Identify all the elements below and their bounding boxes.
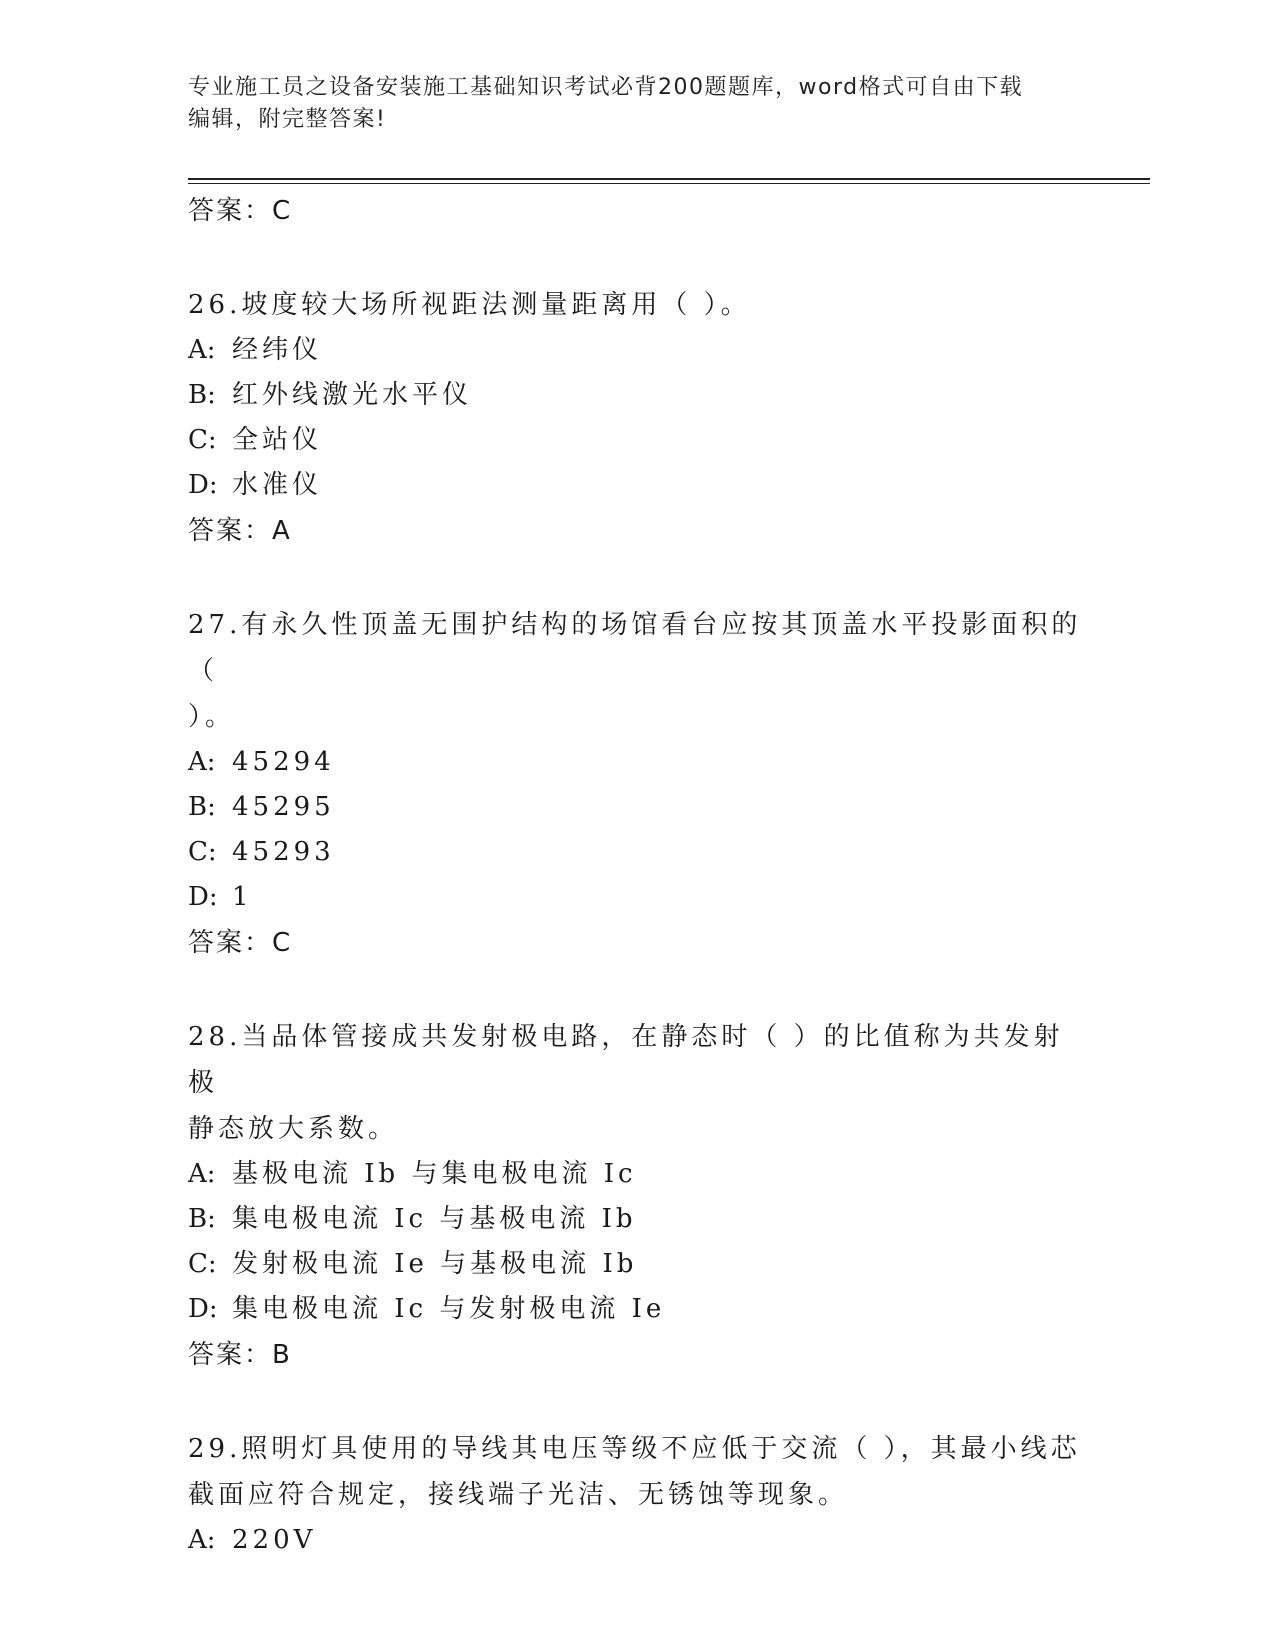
spacer xyxy=(188,1378,1088,1426)
question-block xyxy=(188,1014,1088,1378)
document-header xyxy=(188,72,1088,136)
option-item xyxy=(188,875,1088,920)
question-text: 截面应符合规定，接线端子光洁、无锈蚀等现象。 xyxy=(188,1480,849,1510)
option-letter: A: xyxy=(188,1525,216,1555)
option-item xyxy=(188,418,1088,463)
option-text: 基极电流 Ib 与集电极电流 Ic xyxy=(232,1159,637,1189)
option-item xyxy=(188,785,1088,830)
option-text: 集电极电流 Ic 与发射极电流 Ie xyxy=(232,1294,666,1324)
option-letter: A: xyxy=(188,747,216,777)
spacer xyxy=(188,966,1088,1014)
answer-line: 答案：B xyxy=(188,1340,292,1370)
answer-line: 答案：C xyxy=(188,928,293,958)
option-item xyxy=(188,1152,1088,1197)
spacer xyxy=(188,234,1088,282)
option-text: 45294 xyxy=(232,747,335,777)
option-item xyxy=(188,1197,1088,1242)
option-text: 集电极电流 Ic 与基极电流 Ib xyxy=(232,1204,637,1234)
option-letter: A: xyxy=(188,335,216,365)
option-item xyxy=(188,373,1088,418)
option-item xyxy=(188,1518,1088,1563)
question-block xyxy=(188,282,1088,554)
answer-line: 答案：A xyxy=(188,516,292,546)
header-line-1: 专业施工员之设备安装施工基础知识考试必背200题题库，word格式可自由下载 xyxy=(188,75,1024,100)
option-letter: D: xyxy=(188,882,218,912)
header-rule-thick xyxy=(188,178,1150,180)
question-text: 静态放大系数。 xyxy=(188,1114,399,1144)
option-letter: C: xyxy=(188,837,217,867)
option-letter: B: xyxy=(188,792,216,822)
option-text: 水准仪 xyxy=(232,470,323,500)
question-block xyxy=(188,602,1088,966)
option-item xyxy=(188,1242,1088,1287)
question-text: 28.当品体管接成共发射极电路，在静态时（ ）的比值称为共发射极 xyxy=(188,1022,1064,1098)
option-text: 全站仪 xyxy=(232,425,323,455)
question-text: 26.坡度较大场所视距法测量距离用（ ）。 xyxy=(188,290,751,320)
option-text: 发射极电流 Ie 与基极电流 Ib xyxy=(232,1249,638,1279)
option-letter: C: xyxy=(188,1249,217,1279)
question-text: 29.照明灯具使用的导线其电压等级不应低于交流（ ），其最小线芯 xyxy=(188,1434,1081,1464)
option-letter: D: xyxy=(188,470,218,500)
question-text: ）。 xyxy=(188,702,236,732)
option-text: 经纬仪 xyxy=(232,335,323,365)
header-rule-thin xyxy=(188,183,1150,184)
answer-line: 答案：C xyxy=(188,196,293,226)
option-text: 1 xyxy=(232,882,253,912)
option-letter: A: xyxy=(188,1159,216,1189)
option-letter: D: xyxy=(188,1294,218,1324)
option-item xyxy=(188,830,1088,875)
question-text: 27.有永久性顶盖无围护结构的场馆看台应按其顶盖水平投影面积的（ xyxy=(188,610,1082,686)
option-letter: C: xyxy=(188,425,217,455)
option-text: 红外线激光水平仪 xyxy=(232,380,473,410)
option-item xyxy=(188,328,1088,373)
option-text: 45293 xyxy=(232,837,335,867)
option-letter: B: xyxy=(188,380,216,410)
option-letter: B: xyxy=(188,1204,216,1234)
header-line-2: 编辑，附完整答案! xyxy=(188,107,387,132)
option-text: 220V xyxy=(232,1525,317,1555)
question-list xyxy=(188,188,1088,1563)
option-item xyxy=(188,740,1088,785)
option-item xyxy=(188,463,1088,508)
option-text: 45295 xyxy=(232,792,335,822)
spacer xyxy=(188,554,1088,602)
option-item xyxy=(188,1287,1088,1332)
question-block xyxy=(188,1426,1088,1563)
